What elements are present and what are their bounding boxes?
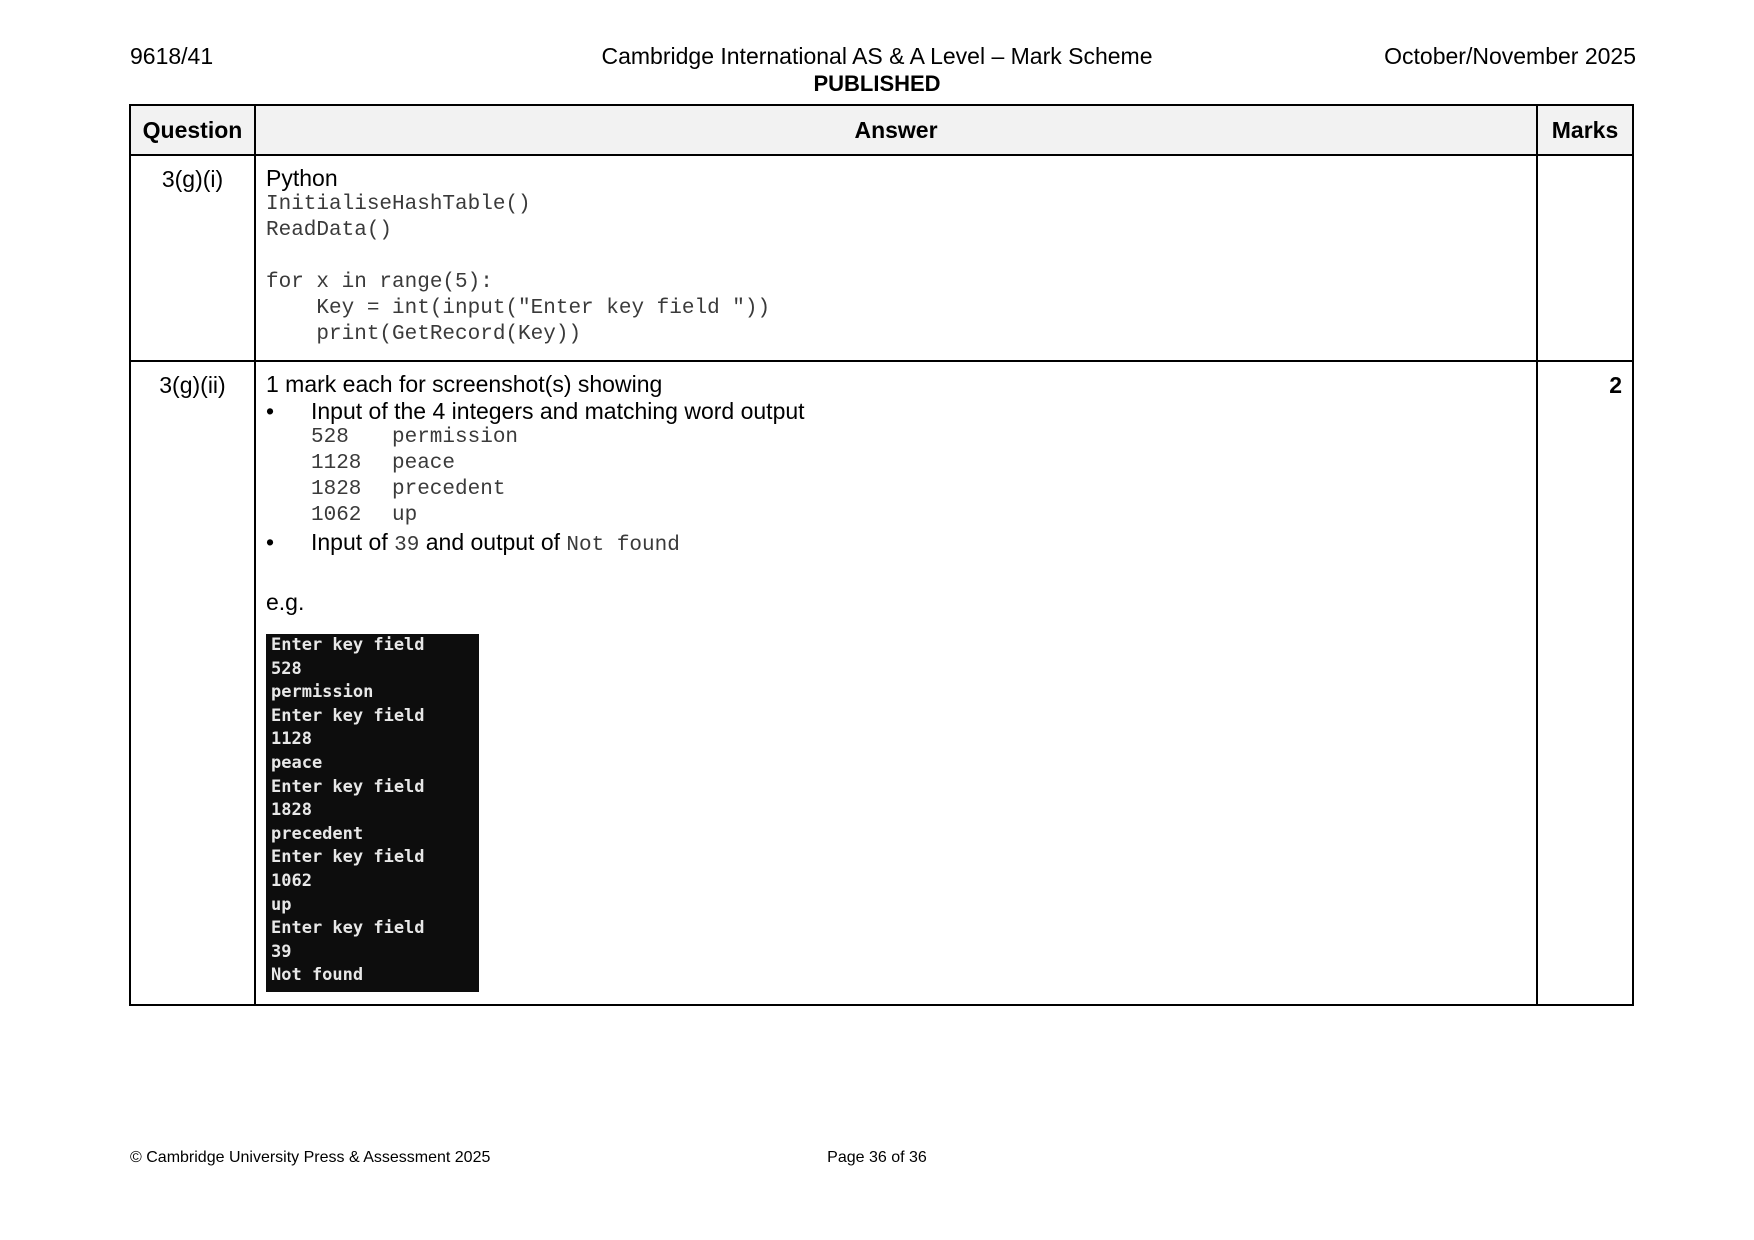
language-label: Python: [266, 165, 338, 191]
bullet-icon: •: [266, 398, 275, 424]
terminal-line: Enter key field: [271, 635, 425, 655]
terminal-line: 39: [271, 941, 292, 962]
example-label: e.g.: [266, 589, 305, 615]
bullet-icon: •: [266, 529, 275, 555]
terminal-line: 1828: [271, 800, 312, 821]
code-line: [266, 244, 1526, 270]
bullet-middle: and output of: [425, 529, 561, 555]
bullet-text: [311, 529, 680, 559]
answer-cell: [255, 361, 1537, 1005]
table-row: [130, 155, 1633, 361]
exam-session: October/November 2025: [1384, 43, 1636, 69]
question-number: 3(g)(ii): [130, 361, 255, 1005]
question-number: 3(g)(i): [130, 155, 255, 361]
terminal-line: peace: [271, 752, 323, 773]
page-number: Page 36 of 36: [827, 1149, 927, 1166]
code-block: [266, 192, 1526, 348]
marks-column-header: Marks: [1537, 105, 1633, 155]
terminal-line: Enter key field: [271, 705, 425, 726]
answer-column-header: Answer: [255, 105, 1537, 155]
output-word: permission: [392, 426, 519, 449]
mark-criteria-intro: 1 mark each for screenshot(s) showing: [266, 371, 663, 397]
output-word: up: [392, 504, 418, 527]
code-line: print(GetRecord(Key)): [266, 323, 582, 346]
io-pair: [266, 451, 1526, 477]
terminal-line: permission: [271, 682, 374, 703]
output-word: precedent: [392, 478, 506, 501]
input-value: 1128: [311, 452, 362, 475]
input-value: 528: [311, 426, 349, 449]
mark-scheme-table: [129, 104, 1634, 1006]
criteria-bullet: [266, 398, 1526, 425]
terminal-line: precedent: [271, 823, 364, 844]
code-line: ReadData(): [266, 219, 393, 242]
code-line: Key = int(input("Enter key field ")): [266, 297, 771, 320]
input-value: 1062: [311, 504, 362, 527]
io-pair: [266, 477, 1526, 503]
bullet-input-value: 39: [394, 534, 420, 557]
question-column-header: Question: [130, 105, 255, 155]
marks-value: [1537, 155, 1633, 361]
criteria-bullet: [266, 529, 1526, 559]
bullet-text: Input of the 4 integers and matching word output: [311, 398, 805, 424]
terminal-line: Enter key field: [271, 776, 425, 797]
code-line: InitialiseHashTable(): [266, 193, 531, 216]
paper-code: 9618/41: [130, 43, 214, 69]
terminal-line: Enter key field: [271, 847, 425, 868]
document-title: Cambridge International AS & A Level – Mark Scheme: [601, 43, 1153, 69]
copyright-notice: © Cambridge University Press & Assessment 2025: [130, 1149, 491, 1166]
terminal-line: 1062: [271, 870, 312, 891]
table-row: [130, 361, 1633, 1005]
published-status: PUBLISHED: [813, 71, 941, 96]
terminal-line: Not found: [271, 965, 364, 986]
code-line: for x in range(5):: [266, 271, 493, 294]
table-header-row: [130, 105, 1633, 155]
output-word: peace: [392, 452, 456, 475]
bullet-output-value: Not found: [566, 534, 680, 557]
terminal-line: Enter key field: [271, 918, 425, 939]
input-value: 1828: [311, 478, 362, 501]
terminal-line: 528: [271, 658, 302, 679]
io-pair: [266, 503, 1526, 529]
marks-value: 2: [1537, 361, 1633, 1005]
answer-cell: [255, 155, 1537, 361]
terminal-line: up: [271, 894, 292, 915]
terminal-screenshot: [266, 634, 479, 992]
terminal-line: 1128: [271, 729, 312, 750]
io-pair: [266, 425, 1526, 451]
bullet-prefix: Input of: [311, 529, 388, 555]
